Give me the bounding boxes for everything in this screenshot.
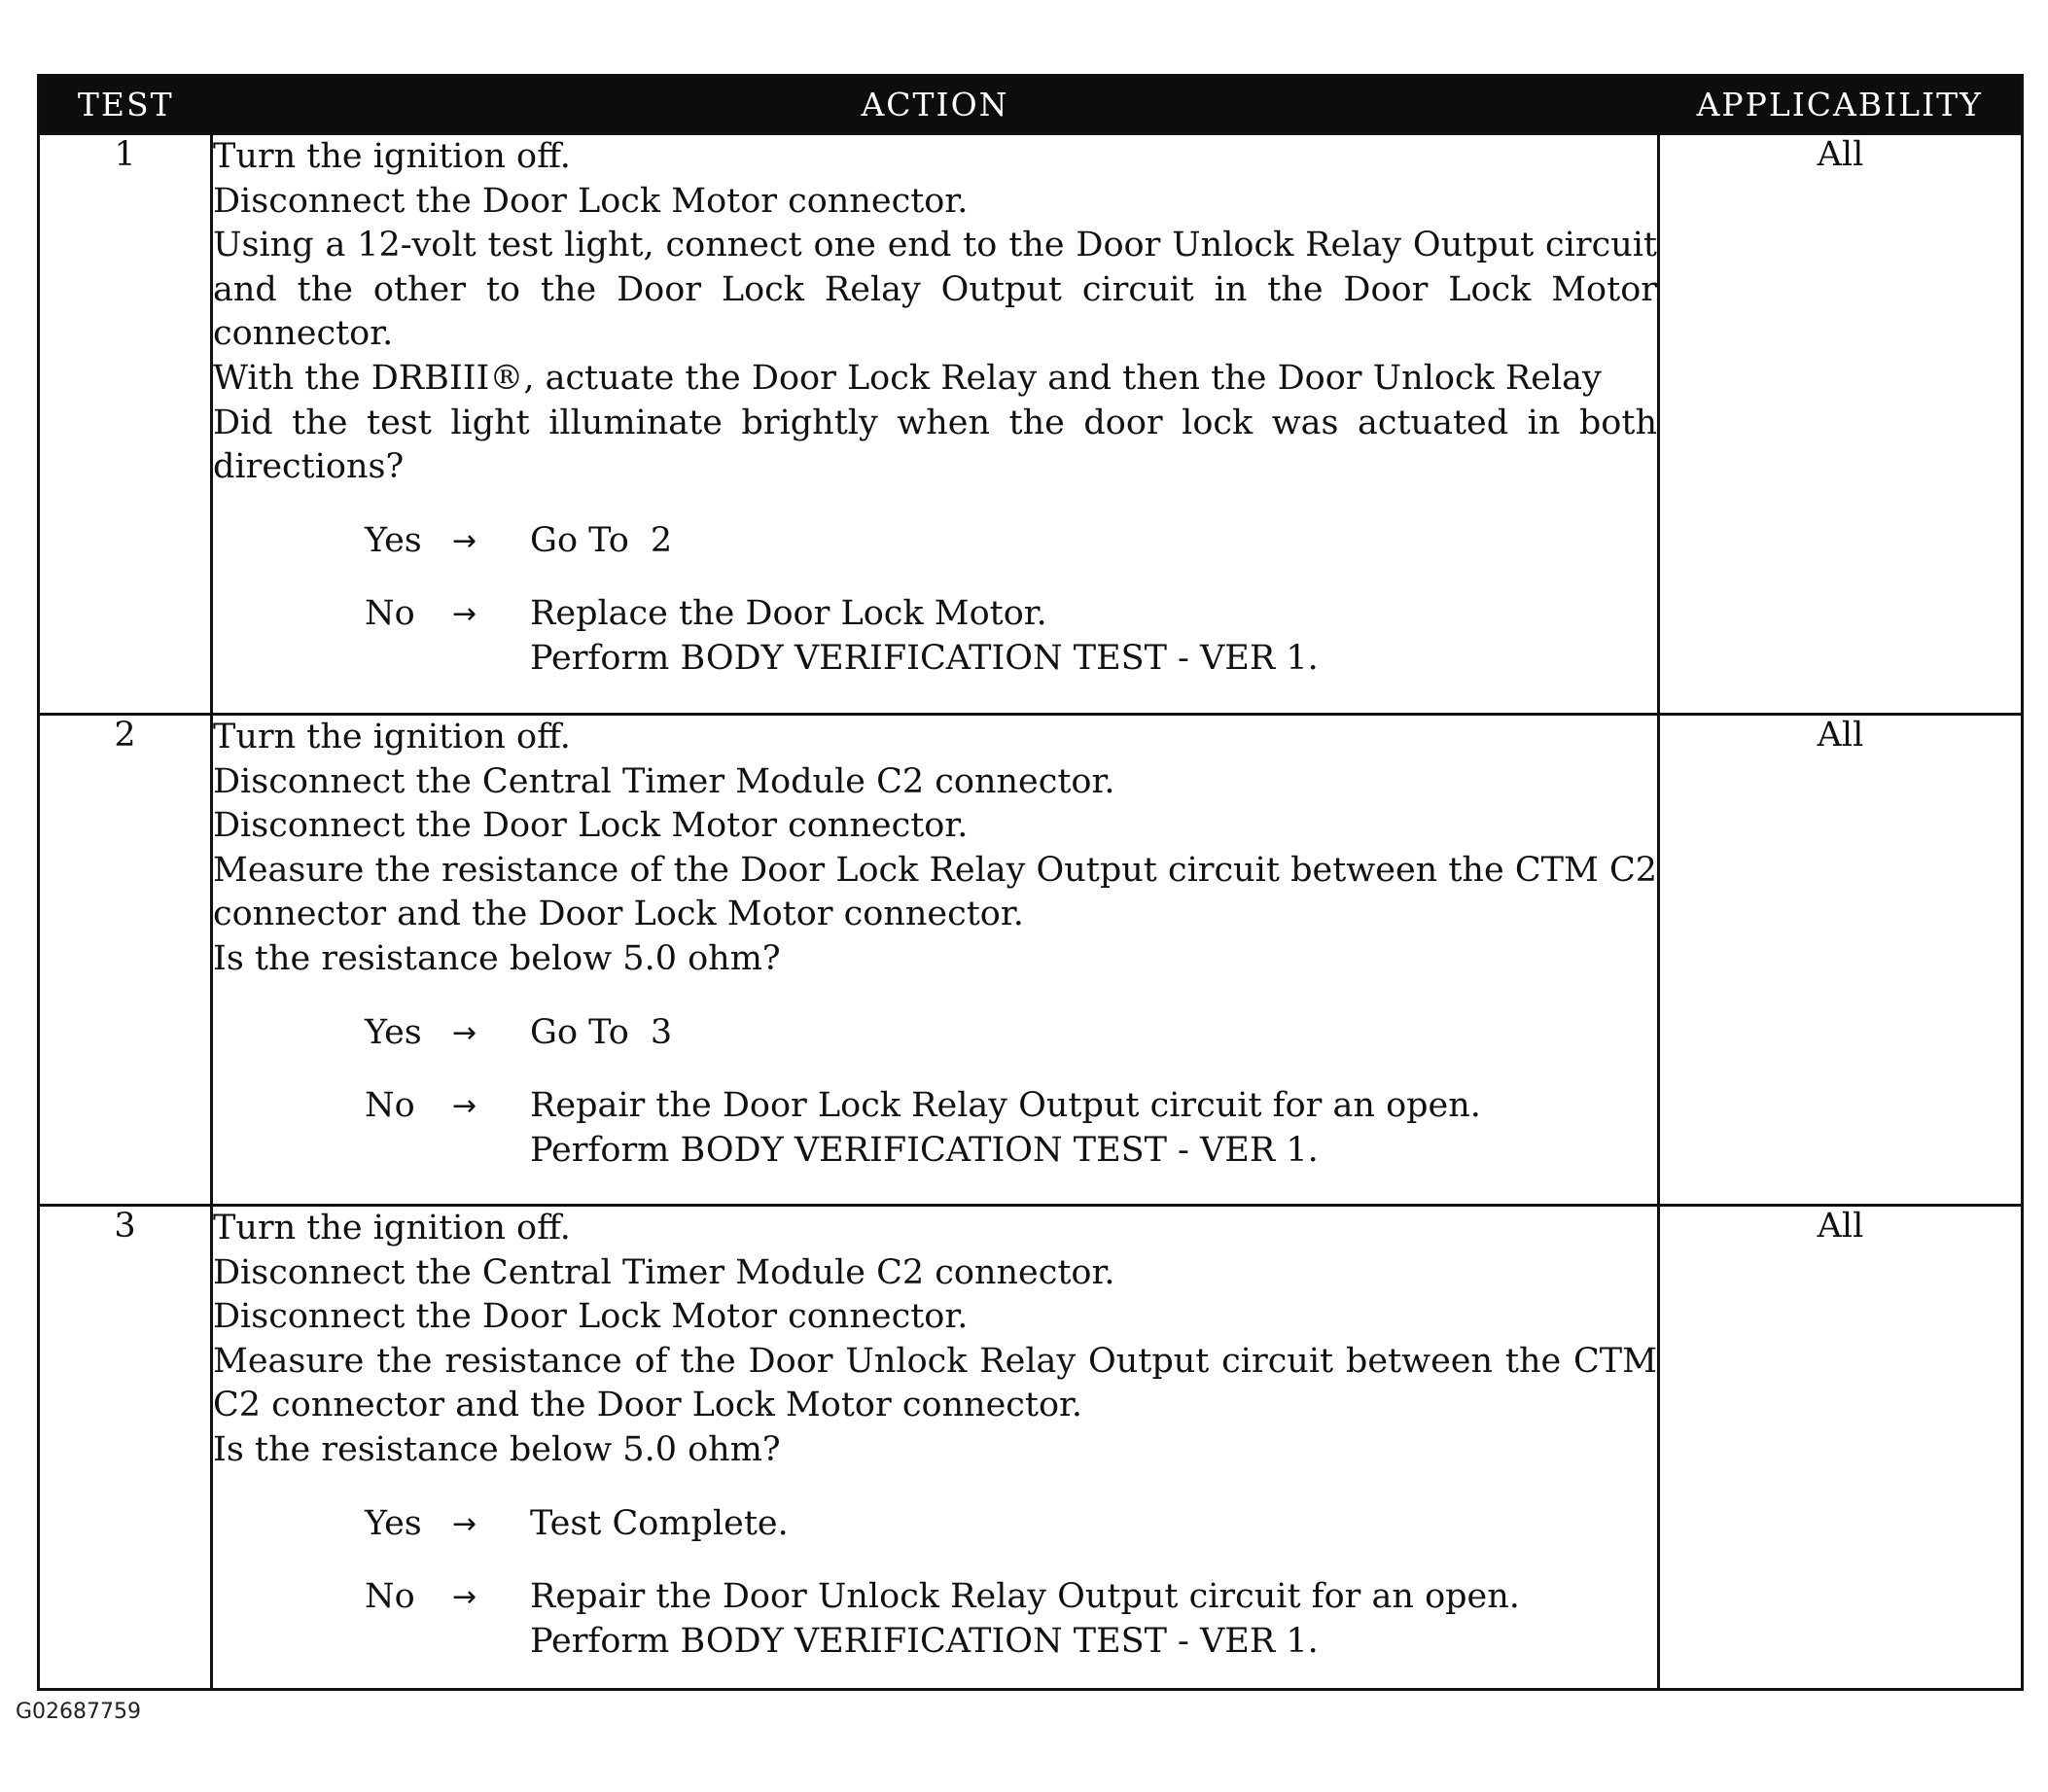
action-step: Disconnect the Door Lock Motor connector.: [213, 806, 969, 846]
action-step: Disconnect the Door Lock Motor connector.: [213, 181, 969, 221]
outcome-text: [530, 592, 1657, 681]
outcome-answer: Yes: [365, 520, 422, 560]
outcome-yes: [365, 1502, 1657, 1547]
outcome-yes: [365, 519, 1657, 564]
action-cell: [212, 715, 1659, 1206]
arrow-right-icon: →: [452, 1580, 477, 1615]
outcome-line: Perform BODY VERIFICATION TEST - VER 1.: [530, 638, 1319, 678]
header-applicability: APPLICABILITY: [1659, 76, 2023, 134]
outcome-yes: [365, 1011, 1657, 1056]
goto-label: Go To: [530, 520, 629, 560]
outcome-answer: No: [365, 1577, 415, 1617]
outcome-text: [530, 1084, 1657, 1173]
arrow-right-icon: →: [452, 1089, 477, 1124]
table-header-row: [39, 76, 2023, 134]
outcome-line: Perform BODY VERIFICATION TEST - VER 1.: [530, 1621, 1319, 1661]
goto-target: 3: [650, 1012, 673, 1052]
outcome-answer: No: [365, 1086, 415, 1126]
outcome-text: [530, 519, 1657, 564]
outcome-answer: Yes: [365, 1503, 422, 1543]
action-step: With the DRBIII®, actuate the Door Lock Relay and then the Door Unlock Relay: [213, 358, 1602, 398]
action-step: Turn the ignition off.: [213, 1209, 571, 1247]
action-step: Using a 12-volt test light, connect one end to the Door Unlock Relay Output circuit and the other to the Door Lock Relay Output circuit in the Door Lock Motor connector.: [213, 226, 1657, 354]
outcome-line: Perform BODY VERIFICATION TEST - VER 1.: [530, 1130, 1319, 1170]
action-cell: [212, 134, 1659, 715]
outcome-text: [530, 1011, 1657, 1056]
goto-label: Go To: [530, 1012, 629, 1052]
goto-line: [530, 1011, 1657, 1056]
outcome-answer: No: [365, 594, 415, 634]
goto-target: 2: [650, 520, 673, 560]
outcome-no: [365, 1575, 1657, 1664]
test-number: 2: [39, 715, 212, 1206]
action-step: Measure the resistance of the Door Lock Relay Output circuit between the CTM C2 connector and the Door Lock Motor connector.: [213, 850, 1657, 934]
applicability-value: All: [1659, 134, 2023, 715]
diagnostic-page: [37, 74, 2021, 1691]
outcome-text: [530, 1502, 1657, 1547]
applicability-value: All: [1659, 1206, 2023, 1690]
diagnostic-test-table: [37, 74, 2024, 1691]
outcome-text: [530, 1575, 1657, 1664]
outcome-line: Replace the Door Lock Motor.: [530, 594, 1047, 634]
header-action: ACTION: [212, 76, 1659, 134]
outcome-no: [365, 1084, 1657, 1173]
table-row: [39, 1206, 2023, 1690]
action-step: Is the resistance below 5.0 ohm?: [213, 1429, 781, 1469]
action-cell: [212, 1206, 1659, 1690]
outcome-line: Repair the Door Lock Relay Output circuit for an open.: [530, 1086, 1481, 1126]
action-step: Disconnect the Central Timer Module C2 connector.: [213, 761, 1115, 801]
table-row: [39, 134, 2023, 715]
table-body: [39, 134, 2023, 1690]
arrow-right-icon: →: [452, 1506, 477, 1541]
outcomes: [365, 1011, 1657, 1174]
test-number: 3: [39, 1206, 212, 1690]
applicability-value: All: [1659, 715, 2023, 1206]
action-step: Disconnect the Central Timer Module C2 connector.: [213, 1252, 1115, 1292]
outcomes: [365, 519, 1657, 682]
outcomes: [365, 1502, 1657, 1665]
action-step: Turn the ignition off.: [213, 718, 571, 756]
action-step: Turn the ignition off.: [213, 137, 571, 176]
figure-id: G02687759: [16, 1700, 142, 1724]
arrow-right-icon: →: [452, 523, 477, 558]
outcome-line: Repair the Door Unlock Relay Output circuit for an open.: [530, 1577, 1520, 1617]
arrow-right-icon: →: [452, 1015, 477, 1050]
action-step: Disconnect the Door Lock Motor connector.: [213, 1297, 969, 1337]
action-step: Measure the resistance of the Door Unlock Relay Output circuit between the CTM C2 connector and the Door Lock Motor connector.: [213, 1341, 1657, 1425]
table-row: [39, 715, 2023, 1206]
outcome-no: [365, 592, 1657, 681]
action-step: Is the resistance below 5.0 ohm?: [213, 938, 781, 978]
action-step: Did the test light illuminate brightly when the door lock was actuated in both directions?: [213, 403, 1657, 487]
arrow-right-icon: →: [452, 597, 477, 632]
outcome-answer: Yes: [365, 1012, 422, 1052]
test-number: 1: [39, 134, 212, 715]
goto-line: [530, 519, 1657, 564]
header-test: TEST: [39, 76, 212, 134]
outcome-line: Test Complete.: [530, 1503, 789, 1543]
